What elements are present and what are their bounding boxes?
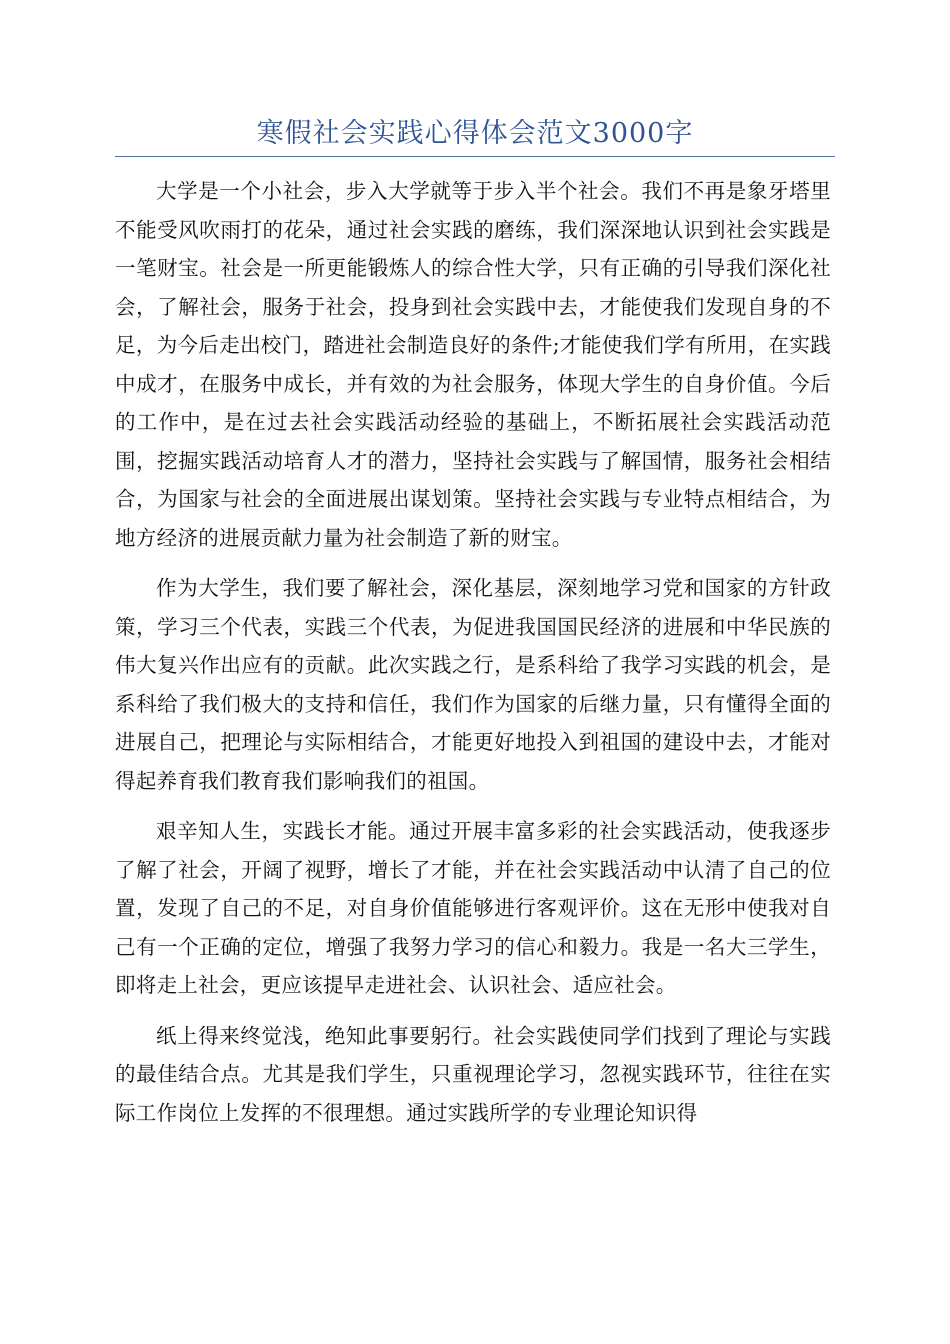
title-bar (115, 112, 835, 157)
page-title: 寒假社会实践心得体会范文3000字 (256, 118, 694, 149)
paragraph-4: 纸上得来终觉浅，绝知此事要躬行。社会实践使同学们找到了理论与实践的最佳结合点。尤其是我们学生，只重视理论学习，忽视实践环节，往往在实际工作岗位上发挥的不很理想。通过实践所学的专业理论知识得 (115, 1023, 831, 1125)
document-body (115, 172, 831, 1144)
paragraph-1: 大学是一个小社会，步入大学就等于步入半个社会。我们不再是象牙塔里不能受风吹雨打的花朵，通过社会实践的磨练，我们深深地认识到社会实践是一笔财宝。社会是一所更能锻炼人的综合性大学，只有正确的引导我们深化社会，了解社会，服务于社会，投身到社会实践中去，才能使我们发现自身的不足，为今后走出校门，踏进社会制造良好的条件;才能使我们学有所用，在实践中成才，在服务中成长，并有效的为社会服务，体现大学生的自身价值。今后的工作中，是在过去社会实践活动经验的基础上，不断拓展社会实践活动范围，挖掘实践活动培育人才的潜力，坚持社会实践与了解国情，服务社会相结合，为国家与社会的全面进展出谋划策。坚持社会实践与专业特点相结合，为地方经济的进展贡献力量为社会制造了新的财宝。 (115, 179, 831, 550)
paragraph-2: 作为大学生，我们要了解社会，深化基层，深刻地学习党和国家的方针政策，学习三个代表，实践三个代表，为促进我国国民经济的进展和中华民族的伟大复兴作出应有的贡献。此次实践之行，是系科给了我学习实践的机会，是系科给了我们极大的支持和信任，我们作为国家的后继力量，只有懂得全面的进展自己，把理论与实际相结合，才能更好地投入到祖国的建设中去，才能对得起养育我们教育我们影响我们的祖国。 (115, 576, 831, 793)
paragraph-3: 艰辛知人生，实践长才能。通过开展丰富多彩的社会实践活动，使我逐步了解了社会，开阔了视野，增长了才能，并在社会实践活动中认清了自己的位置，发现了自己的不足，对自身价值能够进行客观评价。这在无形中使我对自己有一个正确的定位，增强了我努力学习的信心和毅力。我是一名大三学生，即将走上社会，更应该提早走进社会、认识社会、适应社会。 (115, 819, 831, 997)
